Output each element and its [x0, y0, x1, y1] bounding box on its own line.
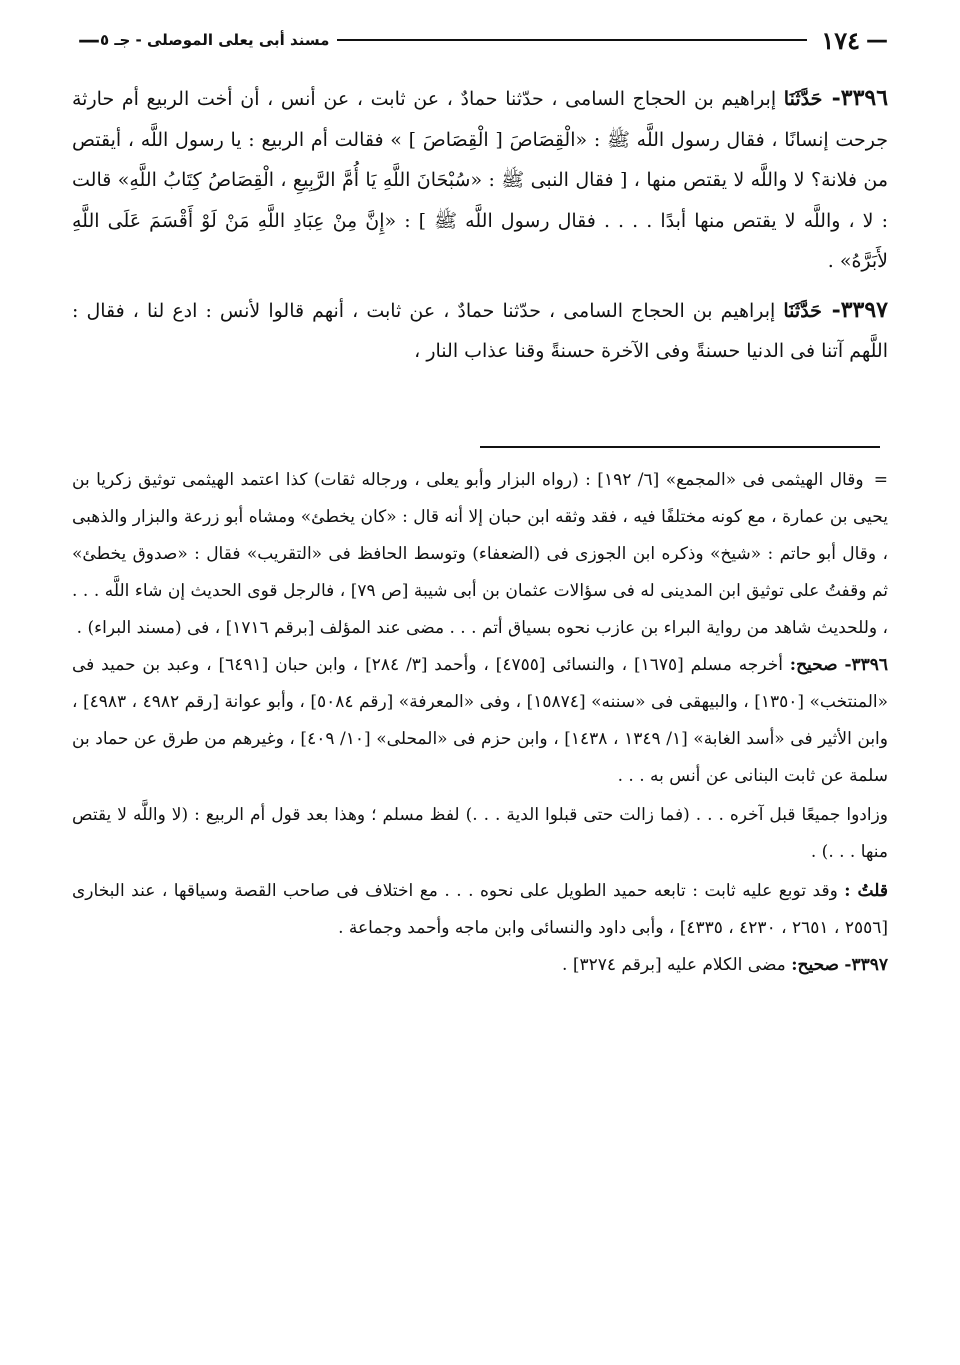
header-dash-end: — [78, 27, 100, 53]
hadith-3397: ٣٣٩٧- حَدَّثَنَا إبراهيم بن الحجاج السامى ، حدّثنا حمادٌ ، عن ثابت ، أنهم قالوا لأنس : ادع لنا ، فقال : اللَّهم آتنا فى الدنيا حسنةً وفى الآخرة حسنةً وقنا عذاب النار ، [72, 296, 888, 362]
footnotes [72, 462, 888, 984]
footnote-3396 [72, 647, 888, 795]
main-text [72, 78, 888, 372]
hadith-number: ٣٣٩٧ [840, 296, 888, 323]
hadith-text: إبراهيم بن الحجاج السامى ، حدّثنا حمادٌ ، عن ثابت ، أنهم قالوا لأنس : ادع لنا ، فقال : اللَّهم آتنا فى الدنيا حسنةً وفى الآخرة حسنةً وقنا عذاب النار ، [72, 299, 888, 362]
footnote-3397 [72, 947, 888, 984]
header-dash: — [866, 27, 888, 53]
footnote-3396-extra [72, 797, 888, 871]
footnote-extra-text: وزادوا جميعًا قبل آخره . . . (فما زالت حتى قبلوا الدية . . .) لفظ مسلم ؛ وهذا بعد قول أم الربيع : (لا واللَّه لا يقتص منها . . .) . [72, 805, 888, 862]
footnote-3396-qultu [72, 873, 888, 947]
page-number: ١٧٤ [821, 25, 860, 55]
grade-label: صحيح: [791, 955, 839, 975]
footnote-text: أخرجه مسلم [١٦٧٥] ، والنسائى [٤٧٥٥] ، وأحمد [٣/ ٢٨٤] ، وابن حبان [٦٤٩١] ، وعبد بن حميد فى «المنتخب» [١٣٥٠] ، والبيهقى فى «سننه» [١٥٨٧٤] ، وفى «المعرفة» [رقم ٥٠٨٤] ، وأبو عوانة [رقم ٤٩٨٢ ، ٤٩٨٣] ، وابن الأثير فى «أسد الغابة» [١/ ١٣٤٩ ، ١٤٣٨] ، وابن حزم فى «المحلى» [١٠/ ٤٠٩] ، وغيرهم من طرق عن حماد بن سلمة عن ثابت البنانى عن أنس به . . . [72, 655, 888, 786]
qultu-label: قلتُ : [844, 881, 888, 901]
running-title: مسند أبى يعلى الموصلى - جـ ٥ [100, 31, 330, 49]
page-header [72, 22, 888, 58]
footnote-number: ٣٣٩٧- [844, 955, 888, 975]
hadith-opener: حَدَّثَنَا [783, 88, 823, 110]
footnote-continuation [72, 462, 888, 647]
continuation-mark: = [873, 470, 888, 490]
grade-label: صحيح: [789, 655, 838, 675]
footnote-number: ٣٣٩٦- [844, 655, 889, 675]
header-rule [337, 39, 807, 41]
hadith-3396: ٣٣٩٦- حَدَّثَنَا إبراهيم بن الحجاج السامى ، حدّثنا حمادٌ ، عن ثابت ، عن أنس ، أن أخت الربيع أم حارثة جرحت إنسانًا ، فقال رسول اللَّه ﷺ : «الْقِصَاصَ [ الْقِصَاصَ ] » فقالت أم الربيع : يا رسول اللَّه ، أيقتص من فلانة؟ لا واللَّه لا يقتص منها ، [ فقال النبى ﷺ : «سُبْحَانَ اللَّهِ يَا أُمَّ الرَّبِيعِ ، الْقِصَاصُ كِتَابُ اللَّهِ» قالت : لا ، واللَّه لا يقتص منها أبدًا . . . . فقال رسول اللَّه ﷺ ] : «إِنَّ مِنْ عِبَادِ اللَّهِ مَنْ لَوْ أَقْسَمَ عَلَى اللَّهِ لأَبَرَّهُ» . [72, 85, 889, 272]
footnote-text: مضى الكلام عليه [برقم ٣٢٧٤] . [562, 955, 786, 975]
footnote-separator [480, 446, 880, 448]
hadith-number: ٣٣٩٦ [840, 85, 889, 111]
continuation-text: وقال الهيثمى فى «المجمع» [٦/ ١٩٢] : (رواه البزار وأبو يعلى ، ورجاله ثقات) كذا اعتمد الهيثمى توثيق زكريا بن يحيى بن عمارة ، مع كونه مختلفًا فيه ، فقد وثقه ابن حبان إلا أنه قال : «كان يخطئ» ومشاه أبو زرعة والبزار والذهبى ، وقال أبو حاتم : «شيخ» وذكره ابن الجوزى فى (الضعفاء) وتوسط الحافظ فى «التقريب» فقال : «صدوق يخطئ» ثم وقفتُ على توثيق ابن المدينى له فى سؤالات عثمان بن أبى شيبة [ص ٧٩] ، فالرجل قوى الحديث إن شاء اللَّه . . . ، وللحديث شاهد من رواية البراء بن عازب نحوه بسياق أتم . . . مضى عند المؤلف [برقم ١٧١٦] ، فى (مسند البراء) . [72, 470, 889, 638]
qultu-text: وقد توبع عليه ثابت : تابعه حميد الطويل على نحوه . . . مع اختلاف فى صاحب القصة وسياقها ، عند البخارى [٢٥٥٦ ، ٢٦٥١ ، ٤٢٣٠ ، ٤٣٣٥] ، وأبى داود والنسائى وابن ماجه وأحمد وجماعة . [72, 881, 888, 938]
hadith-opener: حَدَّثَنَا [783, 299, 822, 322]
hadith-text: إبراهيم بن الحجاج السامى ، حدّثنا حمادٌ ، عن ثابت ، عن أنس ، أن أخت الربيع أم حارثة جرحت إنسانًا ، فقال رسول اللَّه ﷺ : «الْقِصَاصَ [ الْقِصَاصَ ] » فقالت أم الربيع : يا رسول اللَّه ، أيقتص من فلانة؟ لا واللَّه لا يقتص منها ، [ فقال النبى ﷺ : «سُبْحَانَ اللَّهِ يَا أُمَّ الرَّبِيعِ ، الْقِصَاصُ كِتَابُ اللَّهِ» قالت : لا ، واللَّه لا يقتص منها أبدًا . . . . فقال رسول اللَّه ﷺ ] : «إِنَّ مِنْ عِبَادِ اللَّهِ مَنْ لَوْ أَقْسَمَ عَلَى اللَّهِ لأَبَرَّهُ» . [72, 88, 888, 272]
